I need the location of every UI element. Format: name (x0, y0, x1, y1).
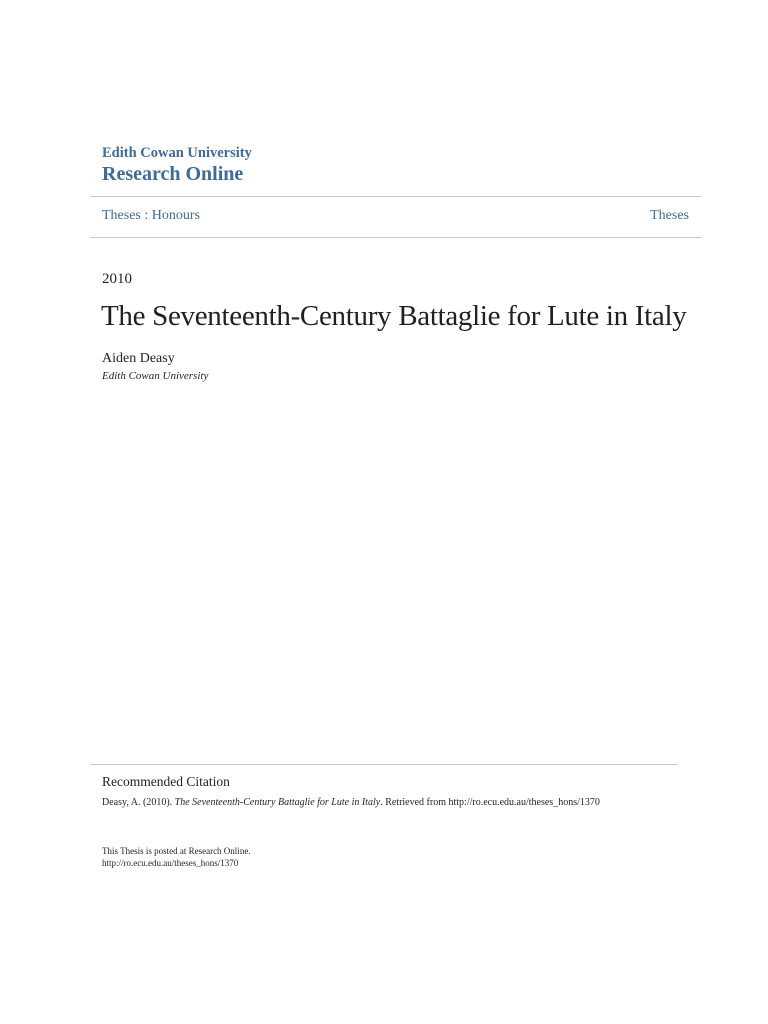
posted-url[interactable]: http://ro.ecu.edu.au/theses_hons/1370 (102, 858, 239, 868)
collection-link[interactable]: Theses : Honours (102, 208, 200, 223)
document-title: The Seventeenth-Century Battaglie for Lute in Italy (101, 300, 687, 332)
citation-heading: Recommended Citation (102, 774, 230, 789)
top-divider (90, 196, 701, 197)
citation-text (102, 796, 600, 809)
repository-name: Research Online (102, 163, 244, 185)
author-name: Aiden Deasy (102, 351, 175, 366)
citation-suffix: . Retrieved from http://ro.ecu.edu.au/theses_hons/1370 (380, 797, 600, 808)
institution-name: Edith Cowan University (102, 145, 252, 161)
citation-prefix: Deasy, A. (2010). (102, 797, 175, 808)
posted-notice (102, 845, 251, 869)
author-affiliation: Edith Cowan University (102, 370, 209, 382)
citation-divider (90, 764, 678, 765)
citation-title: The Seventeenth-Century Battaglie for Lute in Italy (174, 797, 381, 808)
posted-line: This Thesis is posted at Research Online. (102, 846, 251, 856)
nav-divider (90, 237, 701, 238)
parent-collection-link[interactable]: Theses (650, 208, 689, 223)
institution-header (102, 145, 252, 186)
publication-year: 2010 (102, 271, 132, 287)
